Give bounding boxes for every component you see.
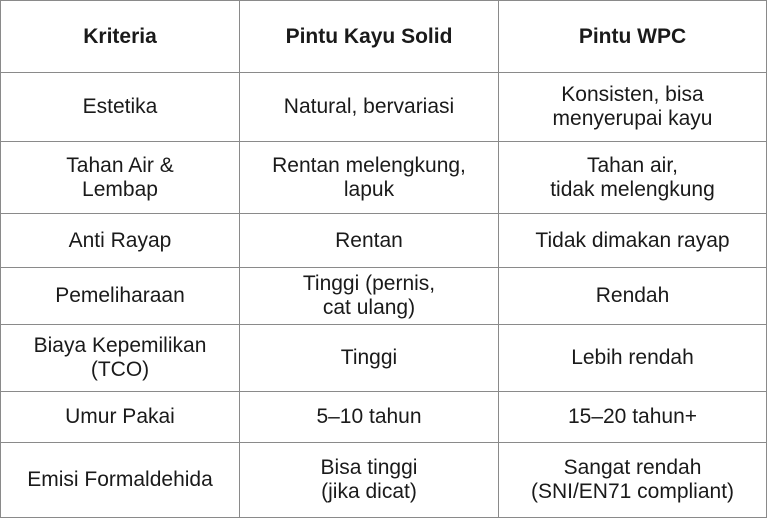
solid-wood-cell: Bisa tinggi (jika dicat) xyxy=(240,443,499,518)
header-criteria: Kriteria xyxy=(1,1,240,73)
wpc-cell: Konsisten, bisa menyerupai kayu xyxy=(499,73,767,142)
solid-wood-cell: Natural, bervariasi xyxy=(240,73,499,142)
criteria-cell: Biaya Kepemilikan (TCO) xyxy=(1,325,240,392)
criteria-cell: Emisi Formaldehida xyxy=(1,443,240,518)
wpc-cell: Tidak dimakan rayap xyxy=(499,214,767,268)
wpc-cell: Tahan air, tidak melengkung xyxy=(499,142,767,214)
wpc-cell: Sangat rendah (SNI/EN71 compliant) xyxy=(499,443,767,518)
solid-wood-cell: Rentan melengkung, lapuk xyxy=(240,142,499,214)
wpc-cell: Lebih rendah xyxy=(499,325,767,392)
table-header-row xyxy=(1,1,767,73)
criteria-cell: Pemeliharaan xyxy=(1,268,240,325)
solid-wood-cell: Tinggi xyxy=(240,325,499,392)
table-row xyxy=(1,392,767,443)
table-row xyxy=(1,73,767,142)
table-row xyxy=(1,325,767,392)
criteria-cell: Anti Rayap xyxy=(1,214,240,268)
header-wpc-door: Pintu WPC xyxy=(499,1,767,73)
table-row xyxy=(1,443,767,518)
criteria-cell: Tahan Air & Lembap xyxy=(1,142,240,214)
solid-wood-cell: Tinggi (pernis, cat ulang) xyxy=(240,268,499,325)
criteria-cell: Estetika xyxy=(1,73,240,142)
criteria-cell: Umur Pakai xyxy=(1,392,240,443)
solid-wood-cell: Rentan xyxy=(240,214,499,268)
header-solid-wood-door: Pintu Kayu Solid xyxy=(240,1,499,73)
table-row xyxy=(1,142,767,214)
solid-wood-cell: 5–10 tahun xyxy=(240,392,499,443)
table-row xyxy=(1,268,767,325)
wpc-cell: 15–20 tahun+ xyxy=(499,392,767,443)
table-row xyxy=(1,214,767,268)
wpc-cell: Rendah xyxy=(499,268,767,325)
